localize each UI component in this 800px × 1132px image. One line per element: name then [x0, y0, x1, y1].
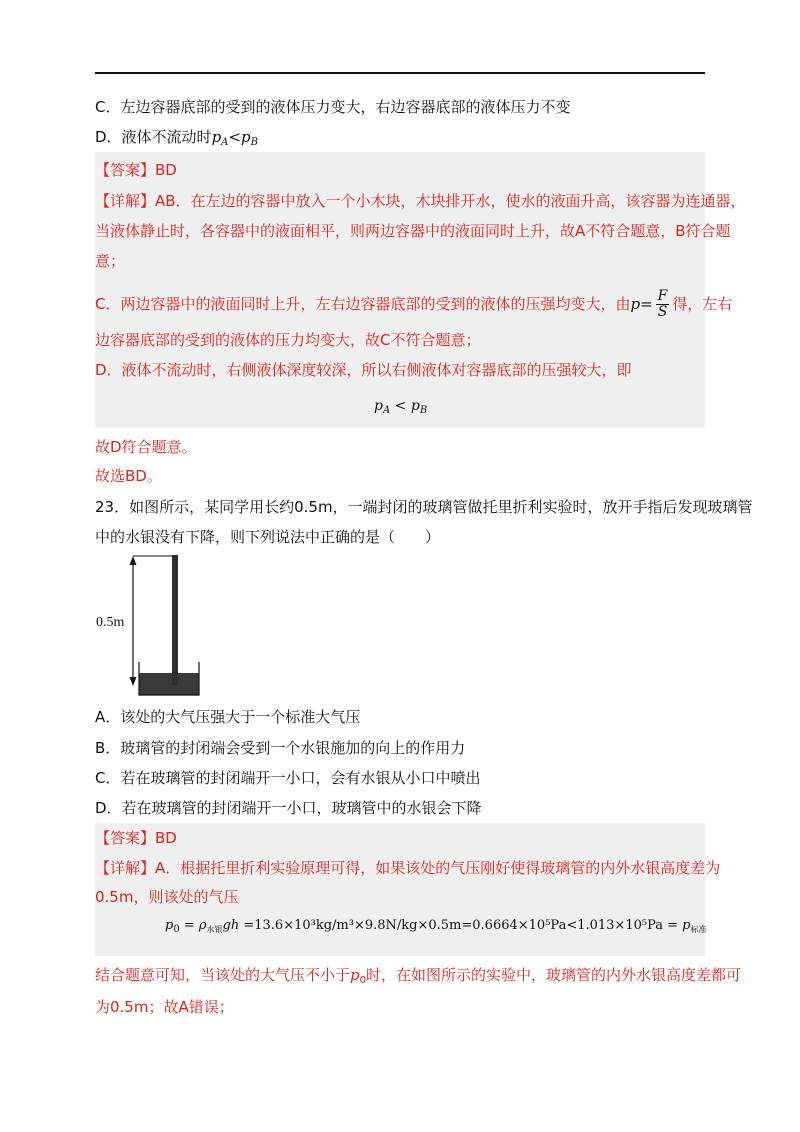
answer-label-2: 【答案】BD	[95, 829, 177, 847]
header-rule	[95, 72, 705, 74]
arrow-bottom-icon	[130, 677, 137, 686]
option-d-pa: $p_A<p_B$	[211, 128, 258, 148]
detail-1-c-line-1: C．两边容器中的液面同时上升，左右边容器底部的受到的液体的压强均变大，由p= $\frac{F}{S}$ 得，左右	[95, 288, 733, 320]
mercury-basin	[139, 673, 199, 695]
option-23-c: C．若在玻璃管的封闭端开一小口，会有水银从小口中喷出	[95, 769, 481, 787]
option-23-b: B．玻璃管的封闭端会受到一个水银施加的向上的作用力	[95, 739, 466, 757]
detail-1-line-1: 【详解】AB．在左边的容器中放入一个小木块，木块排开水，使水的液面升高，该容器为连通器，	[95, 192, 746, 210]
detail-2-line-2: 0.5m，则该处的气压	[95, 888, 239, 906]
arrow-top-icon	[130, 556, 137, 565]
after-2-line-2: 为0.5m；故A错误；	[95, 998, 234, 1016]
option-c-prev: C．左边容器底部的受到的液体压力变大，右边容器底部的液体压力不变	[95, 98, 571, 116]
question-23-line-2: 中的水银没有下降，则下列说法中正确的是（ ）	[95, 528, 441, 546]
pressure-formula: p=	[630, 295, 653, 313]
pressure-calculation-equation: $p_0 = \rho_{水银}gh =13.6\times 10^3kg/m^3\times 9.8N/kg\times 0.5m=0.6664\times 10^5Pa<1.013\times 10^5Pa = p_{标准}$	[165, 918, 707, 935]
after-2-line-1: 结合题意可知，当该处的大气压不小于$p_0$时，在如图所示的实验中，玻璃管的内外水银高度差都可	[95, 966, 742, 986]
torricelli-tube-figure	[95, 552, 215, 702]
option-d-prev	[95, 127, 258, 153]
option-23-d: D．若在玻璃管的封闭端开一小口，玻璃管中的水银会下降	[95, 799, 482, 817]
detail-1-d-line-1: D．液体不流动时，右侧液体深度较深，所以右侧液体对容器底部的压强较大，即	[95, 361, 632, 379]
option-23-a: A．该处的大气压强大于一个标准大气压	[95, 708, 361, 726]
fraction-f-over-s: $\frac{F}{S}$	[657, 288, 668, 320]
question-23-line-1: 23．如图所示，某同学用长约0.5m，一端封闭的玻璃管做托里折利实验时，放开手指后发现玻璃管	[95, 498, 753, 516]
option-d-prev-text: D．液体不流动时	[95, 128, 212, 146]
detail-1-line-3: 意；	[95, 252, 126, 270]
answer-label-1: 【答案】BD	[95, 161, 177, 179]
figure-label-0-5m: 0.5m	[96, 615, 125, 630]
detail-1-c-line-2: 边容器底部的受到的液体的压力均变大，故C不符合题意；	[95, 331, 481, 349]
pa-less-pb-equation: $p_A < p_B$	[374, 398, 428, 416]
detail-1-line-2: 当液体静止时，各容器中的液面相平，则两边容器中的液面同时上升，故A不符合题意，B符合题	[95, 222, 731, 240]
glass-tube	[172, 555, 178, 685]
detail-2-line-1: 【详解】A．根据托里折利实验原理可得，如果该处的气压刚好使得玻璃管的内外水银高度差为	[95, 859, 721, 877]
after-1-line-2: 故选BD。	[95, 467, 162, 485]
after-1-line-1: 故D符合题意。	[95, 438, 197, 456]
